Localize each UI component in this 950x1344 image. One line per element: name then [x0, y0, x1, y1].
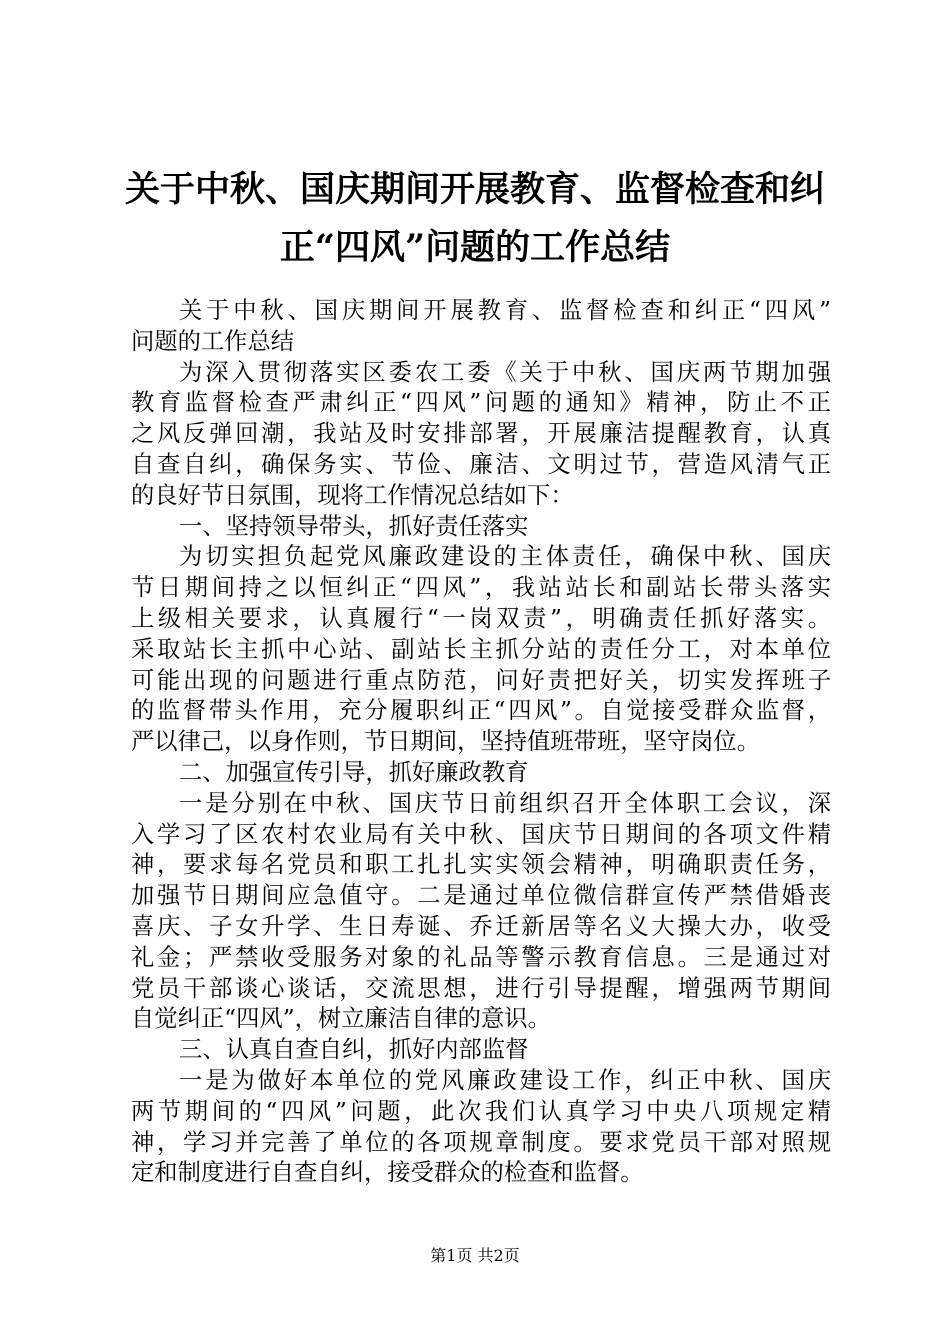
- body-line: 教育监督检查严肃纠正“四风”问题的通知》精神，防止不正: [131, 389, 831, 417]
- body-line: 节日期间持之以恒纠正“四风”，我站站长和副站长带头落实: [131, 574, 831, 602]
- body-line: 神，要求每名党员和职工扎扎实实领会精神，明确职责任务，: [131, 851, 831, 879]
- body-line: 采取站长主抓中心站、副站长主抓分站的责任分工，对本单位: [131, 635, 831, 663]
- body-line: 礼金；严禁收受服务对象的礼品等警示教育信息。三是通过对: [131, 943, 831, 971]
- body-line: 一是为做好本单位的党风廉政建设工作，纠正中秋、国庆: [179, 1066, 831, 1094]
- body-line: 一是分别在中秋、国庆节日前组织召开全体职工会议，深: [179, 789, 831, 817]
- body-line: 上级相关要求，认真履行“一岗双责”，明确责任抓好落实。: [131, 604, 831, 632]
- body-line: 党员干部谈心谈话，交流思想，进行引导提醒，增强两节期间: [131, 974, 831, 1002]
- body-line: 入学习了区农村农业局有关中秋、国庆节日期间的各项文件精: [131, 820, 831, 848]
- page-footer: 第1页 共2页: [430, 1246, 520, 1265]
- body-line: 严以律己，以身作则，节日期间，坚持值班带班，坚守岗位。: [131, 728, 761, 756]
- body-line: 两节期间的“四风”问题，此次我们认真学习中央八项规定精: [131, 1097, 831, 1125]
- body-line: 加强节日期间应急值守。二是通过单位微信群宣传严禁借婚丧: [131, 882, 831, 910]
- body-line: 关于中秋、国庆期间开展教育、监督检查和纠正“四风”: [179, 297, 831, 324]
- body-line: 的良好节日氛围，现将工作情况总结如下：: [131, 481, 574, 509]
- body-line: 可能出现的问题进行重点防范，问好责把好关，切实发挥班子: [131, 666, 831, 694]
- document-body: [131, 296, 831, 1189]
- body-line: 神，学习并完善了单位的各项规章制度。要求党员干部对照规: [131, 1128, 831, 1156]
- body-line: 问题的工作总结: [131, 327, 295, 355]
- section-heading-2: 二、加强宣传引导，抓好廉政教育: [179, 758, 529, 786]
- document-title-line-2: 正“四风”问题的工作总结: [279, 227, 671, 268]
- document-title-line-1: 关于中秋、国庆期间开展教育、监督检查和纠: [124, 169, 825, 210]
- body-line: 为深入贯彻落实区委农工委《关于中秋、国庆两节期加强: [179, 358, 831, 386]
- body-line: 为切实担负起党风廉政建设的主体责任，确保中秋、国庆: [179, 543, 831, 571]
- body-line: 自查自纠，确保务实、节俭、廉洁、文明过节，营造风清气正: [131, 450, 831, 478]
- section-heading-1: 一、坚持领导带头，抓好责任落实: [179, 512, 529, 540]
- body-line: 自觉纠正“四风”，树立廉洁自律的意识。: [131, 1005, 551, 1033]
- section-heading-3: 三、认真自查自纠，抓好内部监督: [179, 1036, 529, 1064]
- body-line: 之风反弹回潮，我站及时安排部署，开展廉洁提醒教育，认真: [131, 420, 831, 448]
- body-line: 定和制度进行自查自纠，接受群众的检查和监督。: [131, 1159, 644, 1187]
- body-line: 的监督带头作用，充分履职纠正“四风”。自觉接受群众监督，: [131, 697, 831, 725]
- body-line: 喜庆、子女升学、生日寿诞、乔迁新居等名义大操大办，收受: [131, 912, 831, 940]
